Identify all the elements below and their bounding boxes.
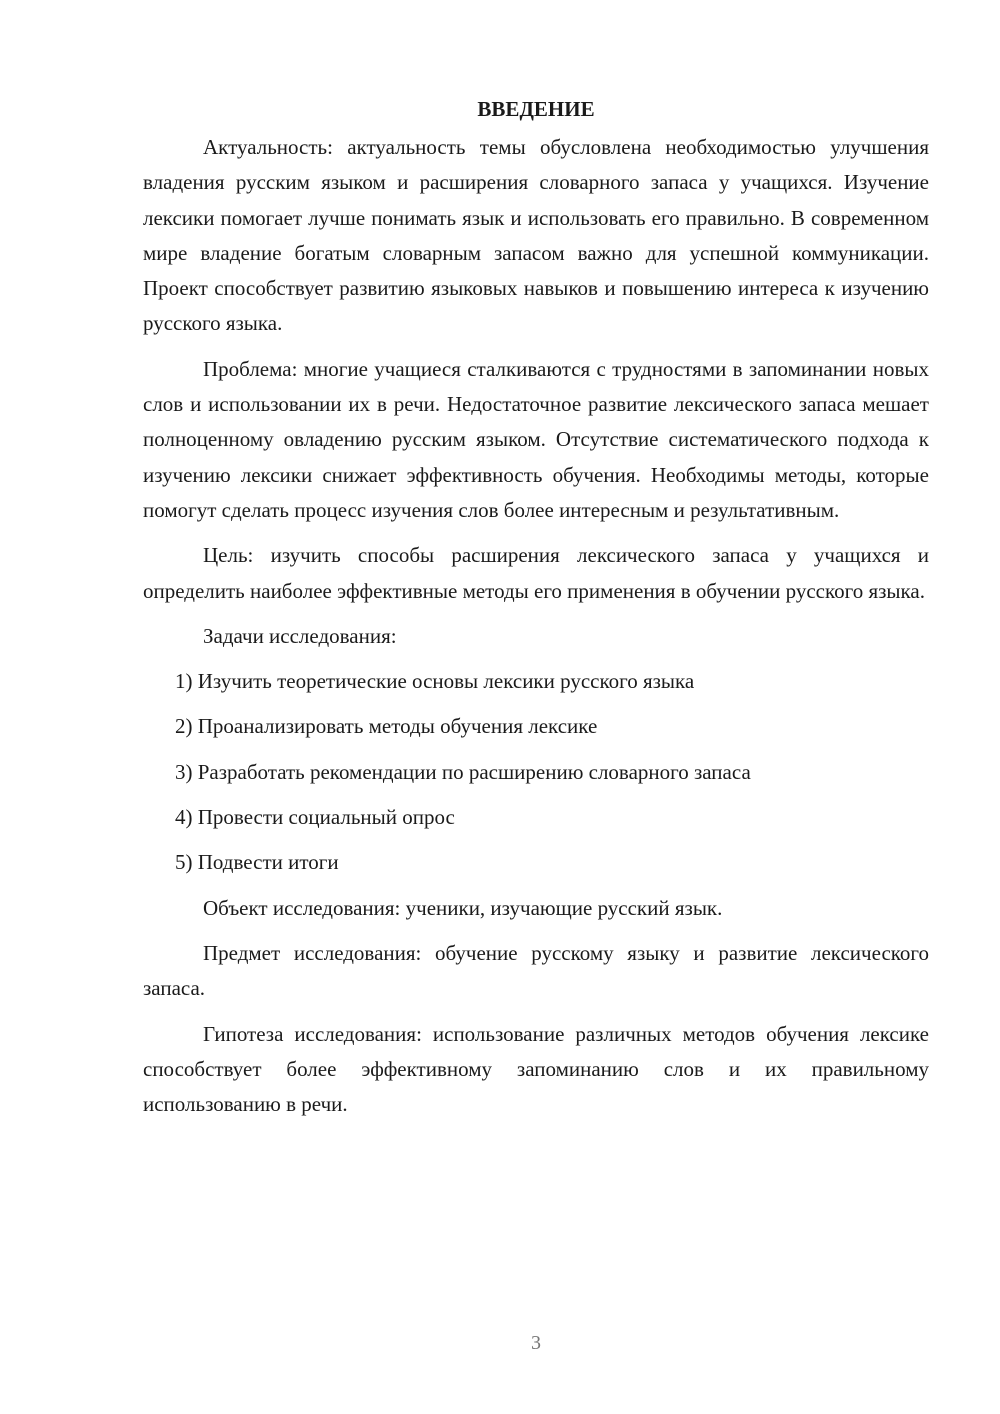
document-page xyxy=(143,92,929,1132)
list-item: 2) Проанализировать методы обучения лексике xyxy=(175,714,598,739)
page-number: 3 xyxy=(531,1332,541,1354)
list-item: 4) Провести социальный опрос xyxy=(175,805,455,830)
list-item: 5) Подвести итоги xyxy=(175,850,339,875)
relevance-paragraph: Актуальность: актуальность темы обусловлена необходимостью улучшения владения русским языком и расширения словарного запаса у учащихся. Изучение лексики помогает лучше понимать язык и использовать его правильно. В современном мире владение богатым словарным запасом важно для успешной коммуникации. Проект способствует развитию языковых навыков и повышению интереса к изучению русского языка. xyxy=(143,135,929,336)
problem-paragraph: Проблема: многие учащиеся сталкиваются с трудностями в запоминании новых слов и использовании их в речи. Недостаточное развитие лексического запаса мешает полноценному овладению русским языком. Отсутствие систематического подхода к изучению лексики снижает эффективность обучения. Необходимы методы, которые помогут сделать процесс изучения слов более интересным и результативным. xyxy=(143,356,929,522)
list-item: 3) Разработать рекомендации по расширению словарного запаса xyxy=(175,759,751,784)
hypothesis-paragraph: Гипотеза исследования: использование различных методов обучения лексике способствует более эффективному запоминанию слов и их правильному использованию в речи. xyxy=(143,1021,929,1117)
subject-paragraph: Предмет исследования: обучение русскому языку и развитие лексического запаса. xyxy=(143,940,929,1001)
object-paragraph: Объект исследования: ученики, изучающие русский язык. xyxy=(203,895,723,920)
goal-paragraph: Цель: изучить способы расширения лексического запаса у учащихся и определить наиболее эффективные методы его применения в обучении русского языка. xyxy=(143,543,929,603)
list-item: 1) Изучить теоретические основы лексики русского языка xyxy=(175,669,695,694)
page-title: ВВЕДЕНИЕ xyxy=(477,97,595,121)
tasks-list xyxy=(143,664,929,880)
tasks-heading: Задачи исследования: xyxy=(203,623,397,648)
